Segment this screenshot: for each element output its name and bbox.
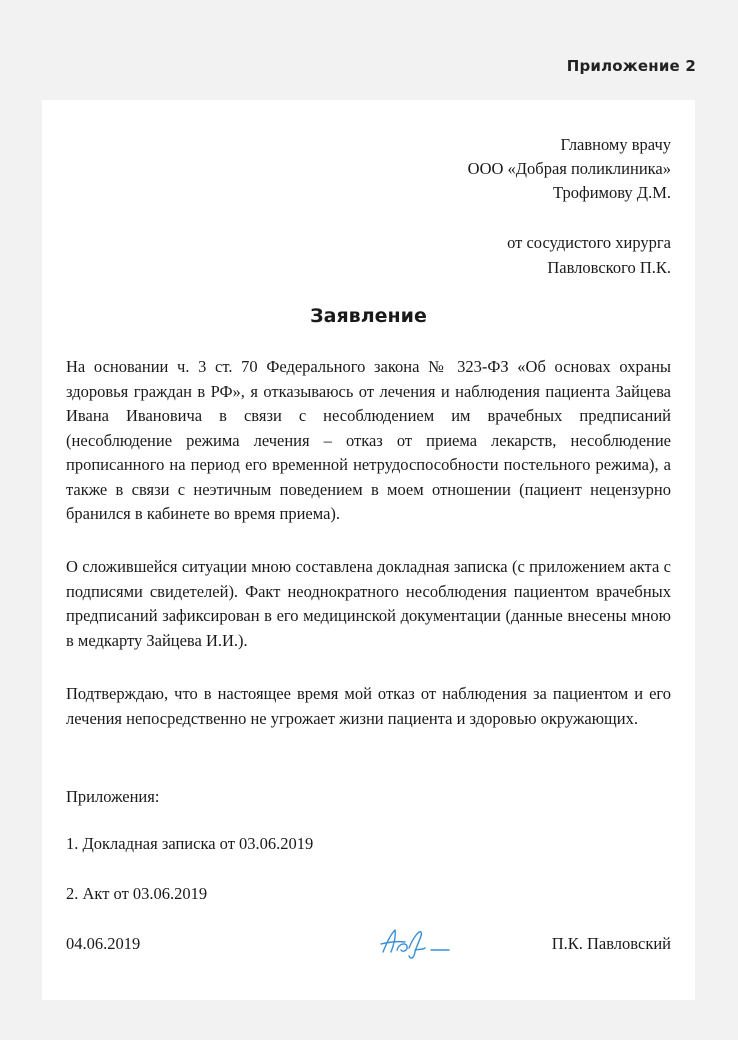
recipient-position: Главному врачу — [560, 135, 671, 154]
paragraph-report: О сложившейся ситуации мною составлена докладная записка (с приложением акта с подписями свидетелей). Факт неоднократного несоблюдения пациентом врачебных предписаний зафиксирован в его медицинской документации (данные внесены мною в медкарту Зайцева И.И.). — [66, 557, 671, 650]
attachment-item-1: 1. Докладная записка от 03.06.2019 — [66, 834, 314, 853]
recipient-name: Трофимову Д.М. — [553, 183, 671, 202]
recipient-block — [468, 133, 671, 205]
recipient-organization: ООО «Добрая поликлиника» — [467, 159, 671, 178]
attachment-item-2: 2. Акт от 03.06.2019 — [66, 884, 208, 903]
sender-name: Павловского П.К. — [547, 258, 671, 277]
sender-block — [507, 230, 671, 280]
signer-name: П.К. Павловский — [551, 934, 671, 953]
document-date: 04.06.2019 — [66, 934, 141, 953]
sender-position: от сосудистого хирурга — [507, 233, 671, 252]
appendix-label: Приложение 2 — [566, 57, 696, 75]
paragraph-refusal-basis: На основании ч. 3 ст. 70 Федерального закона № 323-ФЗ «Об основах охраны здоровья граждан в РФ», я отказываюсь от лечения и наблюдения пациента Зайцева Ивана Ивановича в связи с несоблюдением им врачебных предписаний (несоблюдение режима лечения – отказ от приема лекарств, несоблюдение прописанного на период его временной нетрудоспособности постельного режима), а также в связи с неэтичным поведением в моем отношении (пациент нецензурно бранился в кабинете во время приема). — [66, 357, 671, 523]
document-sheet — [42, 100, 695, 1000]
attachments-heading: Приложения: — [66, 787, 160, 806]
signature-icon — [375, 920, 455, 964]
paragraph-confirmation: Подтверждаю, что в настоящее время мой отказ от наблюдения за пациентом и его лечения непосредственно не угрожает жизни пациента и здоровью окружающих. — [66, 684, 671, 728]
document-title: Заявление — [310, 305, 427, 327]
